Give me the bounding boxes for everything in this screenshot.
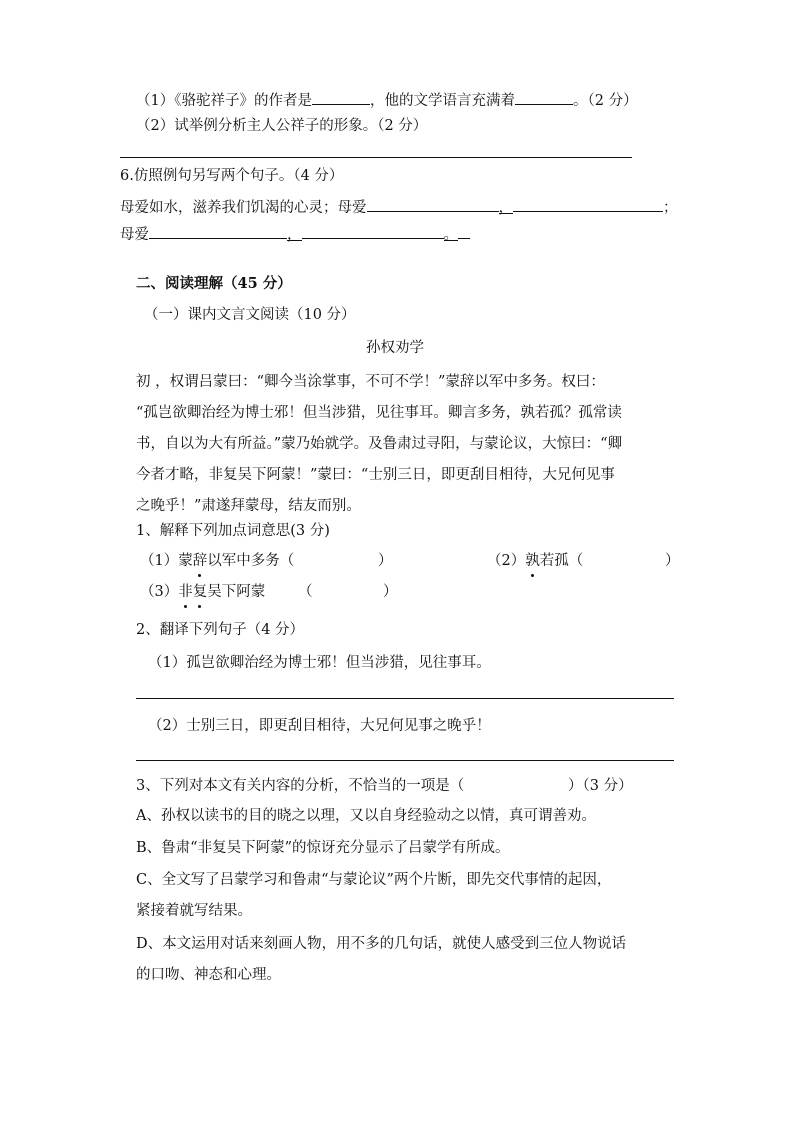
answer-line[interactable] [136, 698, 674, 699]
q3-title: 3、下列对本文有关内容的分析，不恰当的一项是（ [136, 778, 465, 794]
q2-title: 2、翻译下列句子（4 分） [136, 622, 305, 638]
q1-item1-close: ） [378, 553, 393, 569]
section-heading: 二、阅读理解（45 分） [136, 275, 292, 292]
answer-blank[interactable] [149, 223, 287, 239]
passage-line: “孤岂欲卿治经为博士邪！但当涉猎，见往事耳。卿言多务，孰若孤？孤常读 [136, 405, 622, 421]
dotted-word: 复 [192, 584, 208, 600]
answer-line[interactable] [136, 760, 674, 761]
q6-title: 6.仿照例句另写两个句子。（4 分） [120, 168, 344, 184]
q1-item3-close: ） [383, 584, 398, 600]
answer-blank[interactable] [515, 89, 573, 105]
answer-blank[interactable] [367, 196, 499, 212]
dotted-word: 非 [178, 584, 193, 600]
q1-item3: （3）非复吴下阿蒙 [140, 584, 266, 600]
answer-line[interactable] [120, 157, 632, 158]
q6-line1: 母爱如水，滋养我们饥渴的心灵；母爱 ， ； [120, 196, 678, 218]
q1-title: 1、解释下列加点词意思(3 分) [136, 523, 330, 539]
answer-blank[interactable] [312, 89, 370, 105]
dotted-word: 辞 [192, 553, 208, 569]
q3-title-end: ）（3 分） [568, 778, 633, 794]
q3-option-c: C、全文写了吕蒙学习和鲁肃“与蒙论议”两个片断，即先交代事情的起因， [136, 872, 612, 888]
q3-option-c-cont: 紧接着就写结果。 [136, 903, 252, 919]
q6-line2: 母爱 ， 。 [120, 223, 470, 245]
q2-sentence2: （2）士别三日，即更刮目相待，大兄何见事之晚乎！ [148, 718, 491, 734]
q3-option-d-cont: 的口吻、神态和心理。 [136, 967, 281, 983]
passage-line: 初 ，权谓吕蒙曰：“卿今当涂掌事，不可不学！”蒙辞以军中多务。权曰： [136, 374, 605, 390]
q5-part2: （2）试举例分析主人公祥子的形象。（2 分） [136, 118, 428, 134]
subsection-heading: （一）课内文言文阅读（10 分） [144, 307, 356, 323]
q5-part1: （1）《骆驼祥子》的作者是 ，他的文学语言充满着 。（2 分） [136, 89, 638, 111]
passage-title: 孙权劝学 [366, 340, 424, 356]
dotted-word: 孰 [525, 553, 540, 569]
passage-line: 今者才略，非复吴下阿蒙！”蒙曰：“士别三日，即更刮目相待，大兄何见事 [136, 467, 615, 483]
passage-line: 之晚乎！”肃遂拜蒙母，结友而别。 [136, 498, 361, 514]
passage-line: 书，自以为大有所益。”蒙乃始就学。及鲁肃过寻阳，与蒙论议，大惊曰：“卿 [136, 436, 623, 452]
q1-item2: （2）孰若孤（ [487, 553, 584, 569]
q1-item1: （1）蒙辞以军中多务（ [140, 553, 295, 569]
q3-option-d: D、本文运用对话来刻画人物，用不多的几句话，就使人感受到三位人物说话 [136, 936, 627, 952]
q3-option-b: B、鲁肃“非复吴下阿蒙”的惊讶充分显示了吕蒙学有所成。 [136, 840, 510, 856]
answer-blank[interactable] [513, 196, 663, 212]
q3-option-a: A、孙权以读书的目的晓之以理，又以自身经验动之以情，真可谓善劝。 [136, 808, 596, 824]
answer-blank[interactable] [302, 223, 444, 239]
q1-item2-close: ） [665, 553, 680, 569]
q1-item3-open: （ [298, 584, 313, 600]
q2-sentence1: （1）孤岂欲卿治经为博士邪！但当涉猎，见往事耳。 [148, 655, 491, 671]
